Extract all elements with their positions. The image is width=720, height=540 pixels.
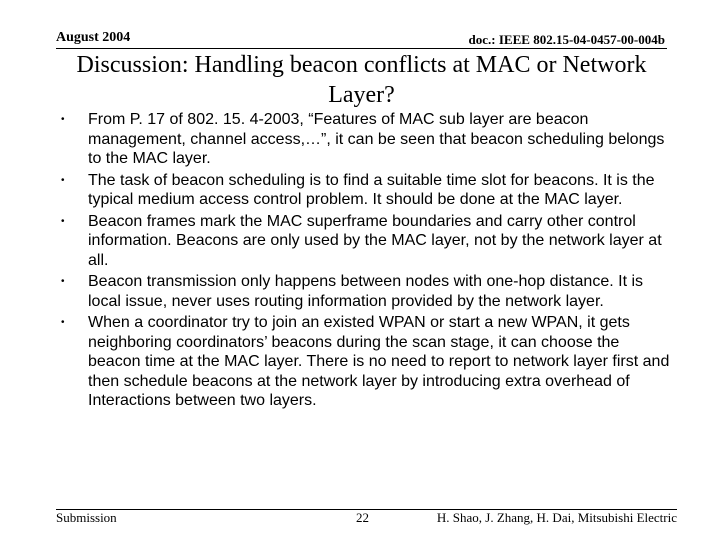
bullet-item bbox=[56, 272, 676, 311]
header-divider bbox=[56, 48, 667, 49]
bullet-text: Beacon transmission only happens between nodes with one-hop distance. It is local issue, never uses routing information provided by the network layer. bbox=[88, 273, 644, 310]
header-doc-id: doc.: IEEE 802.15-04-0457-00-004b bbox=[468, 32, 665, 47]
footer-authors: H. Shao, J. Zhang, H. Dai, Mitsubishi Electric bbox=[436, 510, 677, 525]
bullet-item bbox=[56, 212, 676, 271]
bullet-dot-icon: • bbox=[61, 317, 65, 328]
header-date: August 2004 bbox=[56, 30, 131, 45]
bullet-item bbox=[56, 110, 676, 169]
bullet-item bbox=[56, 171, 676, 210]
slide-title: Discussion: Handling beacon conflicts at MAC or Network Layer? bbox=[76, 52, 647, 108]
bullet-text: When a coordinator try to join an existed WPAN or start a new WPAN, it gets neighboring coordinators’ beacons during the scan stage, it can choose the beacon time at the MAC layer. There is no need to report to network layer first and then schedule beacons at the network layer by introducing extra overhead of Interactions between two layers. bbox=[88, 314, 670, 409]
bullet-dot-icon: • bbox=[61, 276, 65, 287]
bullet-list bbox=[56, 110, 676, 413]
footer-page-number: 22 bbox=[356, 510, 369, 525]
bullet-dot-icon: • bbox=[61, 114, 65, 125]
bullet-dot-icon: • bbox=[61, 215, 65, 227]
bullet-text: Beacon frames mark the MAC superframe boundaries and carry other control information. Beacons are only used by the MAC layer, not by the network layer at all. bbox=[88, 212, 662, 269]
bullet-item bbox=[56, 313, 676, 411]
bullet-dot-icon: • bbox=[61, 174, 65, 186]
bullet-text: From P. 17 of 802. 15. 4-2003, “Features of MAC sub layer are beacon management, channel access,…”, it can be seen that beacon scheduling belongs to the MAC layer. bbox=[88, 111, 665, 167]
bullet-text: The task of beacon scheduling is to find a suitable time slot for beacons. It is the typical medium access control problem. It should be done at the MAC layer. bbox=[88, 171, 655, 208]
footer-submission: Submission bbox=[56, 510, 117, 525]
